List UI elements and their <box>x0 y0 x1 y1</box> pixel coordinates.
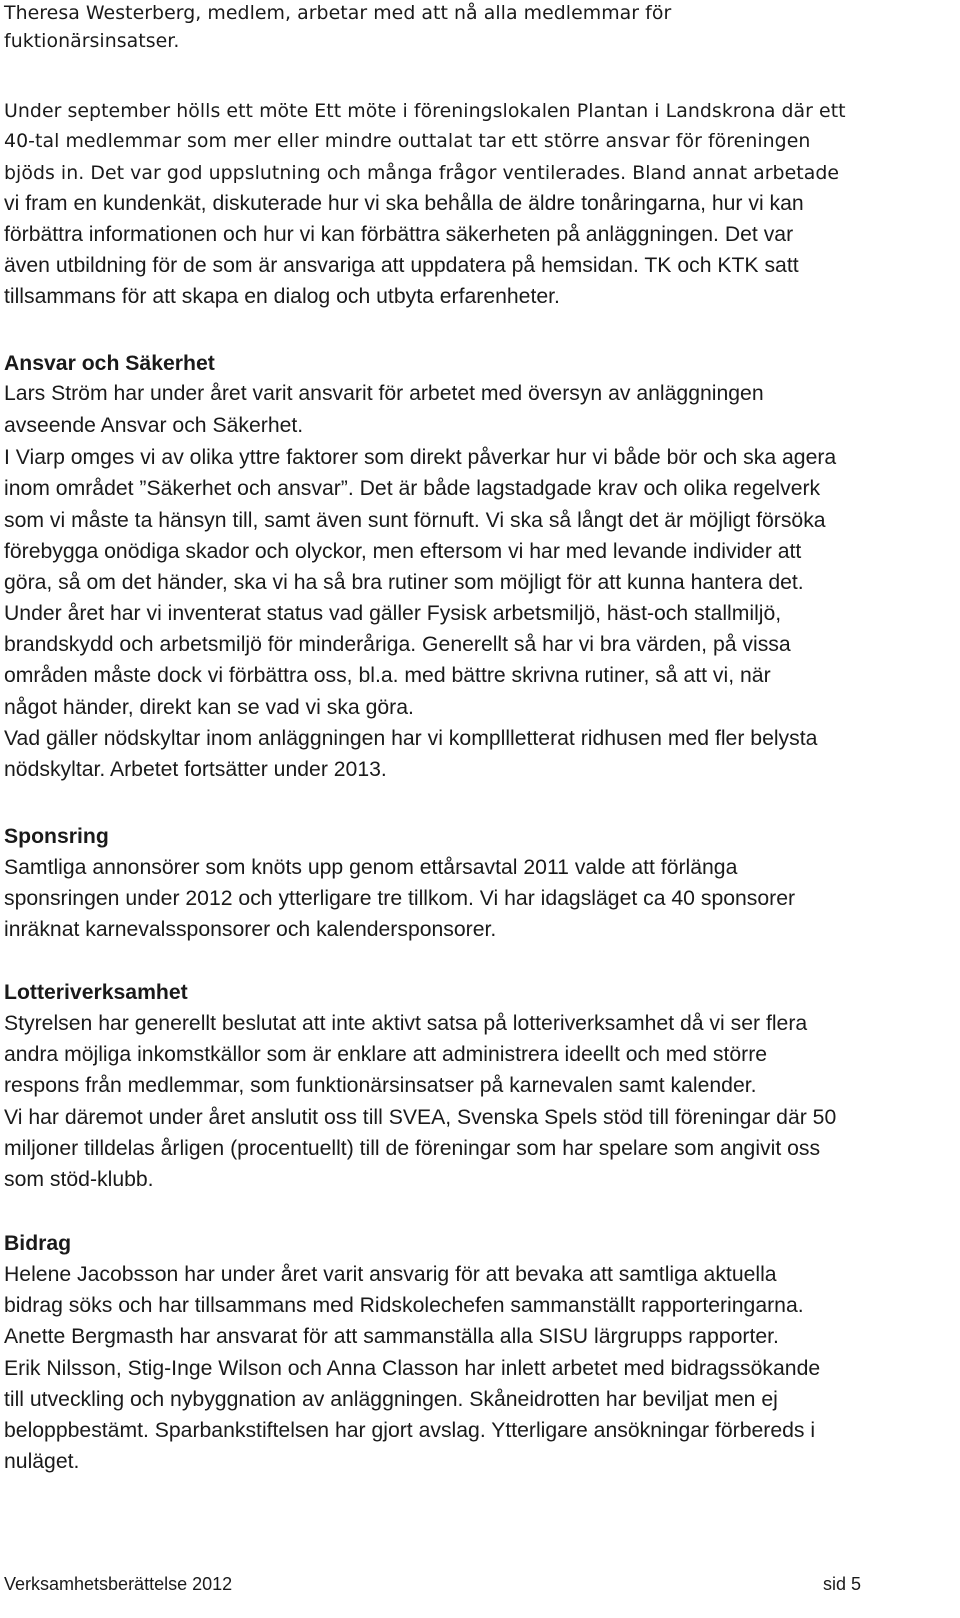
text-line: 40-tal medlemmar som mer eller mindre outtalat tar ett större ansvar för föreningen <box>4 130 811 152</box>
text-line: inom området ”Säkerhet och ansvar”. Det är både lagstadgade krav och olika regelverk <box>4 477 821 500</box>
text-line: Theresa Westerberg, medlem, arbetar med att nå alla medlemmar för <box>4 2 672 24</box>
text-line: brandskydd och arbetsmiljö för minderåriga. Generellt så har vi bra värden, på vissa <box>4 633 791 656</box>
footer-title: Verksamhetsberättelse 2012 <box>4 1574 233 1594</box>
text-line: miljoner tilldelas årligen (procentuellt) till de föreningar som har spelare som angivit oss <box>4 1137 821 1160</box>
text-line: fuktionärsinsatser. <box>4 30 180 52</box>
footer-page-number: sid 5 <box>823 1574 862 1594</box>
text-line: till utveckling och nybyggnation av anläggningen. Skåneidrotten har beviljat men ej <box>4 1388 778 1411</box>
text-line: sponsringen under 2012 och ytterligare tre tillkom. Vi har idagsläget ca 40 sponsorer <box>4 887 796 910</box>
text-line: förbättra informationen och hur vi kan förbättra säkerheten på anläggningen. Det var <box>4 223 794 246</box>
text-line: göra, så om det händer, ska vi ha så bra rutiner som möjligt för att kunna hantera det. <box>4 571 804 594</box>
section-heading: Sponsring <box>4 825 109 848</box>
text-line: förebygga onödiga skador och olyckor, men eftersom vi har med levande individer att <box>4 540 802 563</box>
text-line: vi fram en kundenkät, diskuterade hur vi ska behålla de äldre tonåringarna, hur vi kan <box>4 192 804 215</box>
text-line: Anette Bergmasth har ansvarat för att sammanställa alla SISU lärgrupps rapporter. <box>4 1325 779 1348</box>
text-line: beloppbestämt. Sparbankstiftelsen har gjort avslag. Ytterligare ansökningar förbereds i <box>4 1419 816 1442</box>
text-line: respons från medlemmar, som funktionärsinsatser på karnevalen samt kalender. <box>4 1074 757 1097</box>
text-line: andra möjliga inkomstkällor som är enklare att administrera ideellt och med större <box>4 1043 768 1066</box>
section-heading: Lotteriverksamhet <box>4 981 188 1004</box>
text-line: Under året har vi inventerat status vad gäller Fysisk arbetsmiljö, häst-och stallmiljö, <box>4 602 782 625</box>
text-line: områden måste dock vi förbättra oss, bl.a. med bättre skrivna rutiner, så att vi, när <box>4 664 771 687</box>
text-line: Vad gäller nödskyltar inom anläggningen har vi kompllletterat ridhusen med fler belysta <box>4 727 818 750</box>
text-line: Samtliga annonsörer som knöts upp genom ettårsavtal 2011 valde att förlänga <box>4 856 738 879</box>
text-line: bidrag söks och har tillsammans med Ridskolechefen sammanställt rapporteringarna. <box>4 1294 804 1317</box>
section-heading: Ansvar och Säkerhet <box>4 352 215 375</box>
text-line: tillsammans för att skapa en dialog och utbyta erfarenheter. <box>4 285 560 308</box>
text-line: nödskyltar. Arbetet fortsätter under 2013. <box>4 758 387 781</box>
text-line: Erik Nilsson, Stig-Inge Wilson och Anna Classon har inlett arbetet med bidragssökande <box>4 1357 821 1380</box>
text-line: avseende Ansvar och Säkerhet. <box>4 414 304 437</box>
text-line: I Viarp omges vi av olika yttre faktorer som direkt påverkar hur vi både bör och ska agera <box>4 446 837 469</box>
text-line: Helene Jacobsson har under året varit ansvarig för att bevaka att samtliga aktuella <box>4 1263 777 1286</box>
text-line: nuläget. <box>4 1450 80 1473</box>
text-line: som vi måste ta hänsyn till, samt även sunt förnuft. Vi ska så långt det är möjligt försöka <box>4 509 826 532</box>
text-line: även utbildning för de som är ansvariga att uppdatera på hemsidan. TK och KTK satt <box>4 254 799 277</box>
text-line: Vi har däremot under året anslutit oss till SVEA, Svenska Spels stöd till föreningar där 50 <box>4 1106 837 1129</box>
text-line: något händer, direkt kan se vad vi ska göra. <box>4 696 414 719</box>
section-heading: Bidrag <box>4 1232 72 1255</box>
text-line: inräknat karnevalssponsorer och kalendersponsorer. <box>4 918 497 941</box>
text-line: Under september hölls ett möte Ett möte i föreningslokalen Plantan i Landskrona där ett <box>4 100 846 122</box>
text-line: Styrelsen har generellt beslutat att inte aktivt satsa på lotteriverksamhet då vi ser flera <box>4 1012 808 1035</box>
text-line: Lars Ström har under året varit ansvarit för arbetet med översyn av anläggningen <box>4 382 764 405</box>
text-line: som stöd-klubb. <box>4 1168 154 1191</box>
text-line: bjöds in. Det var god uppslutning och många frågor ventilerades. Bland annat arbetade <box>4 162 840 184</box>
